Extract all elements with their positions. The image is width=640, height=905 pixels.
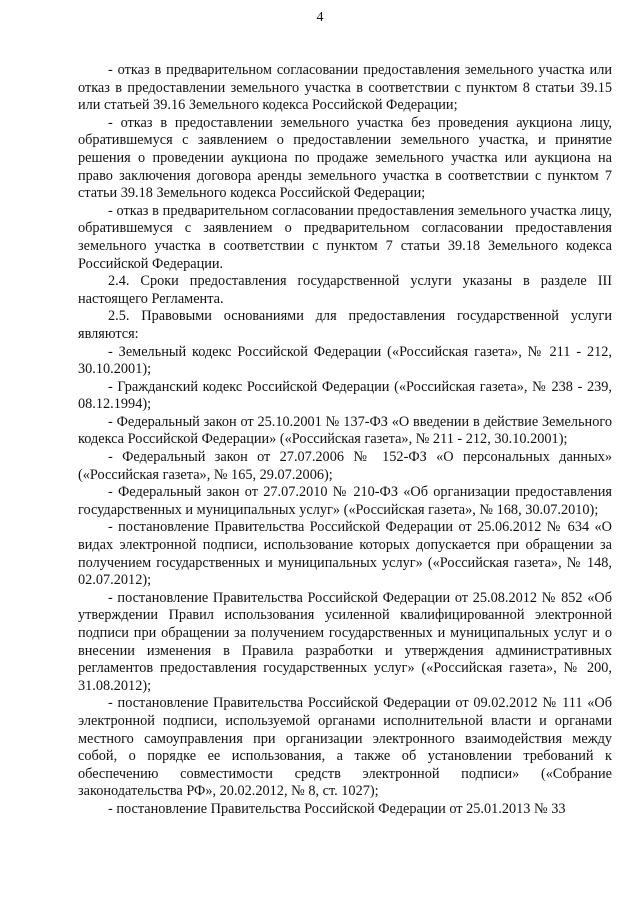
- document-body: [78, 62, 612, 819]
- paragraph-refusal-preliminary-approval: - отказ в предварительном согласовании предоставления земельного участка или отказ в предоставлении земельного участка в соответствии с пунктом 8 статьи 39.15 или статьей 39.16 Земельного кодекса Российской Федерации;: [78, 62, 612, 114]
- list-item-resolution-852: - постановление Правительства Российской Федерации от 25.08.2012 № 852 «Об утверждении Правил использования усиленной квалифицированной электронной подписи при обращении за получением государственных и муниципальных услуг и о внесении изменения в Правила разработки и утверждения административных регламентов предоставления государственных услуг» («Российская газета», № 200, 31.08.2012);: [78, 589, 612, 694]
- paragraph-section-2-4: 2.4. Сроки предоставления государственной услуги указаны в разделе III настоящего Регламента.: [78, 273, 612, 307]
- paragraph-refusal-without-auction: - отказ в предоставлении земельного участка без проведения аукциона лицу, обратившемуся с заявлением о предоставлении земельного участка, и принятие решения о проведении аукциона по продаже земельного участка или аукциона на право заключения договора аренды земельного участка в соответствии с пунктом 7 статьи 39.18 Земельного кодекса Российской Федерации;: [78, 114, 612, 202]
- page-number: 4: [316, 10, 324, 25]
- list-item-resolution-111: - постановление Правительства Российской Федерации от 09.02.2012 № 111 «Об электронной подписи, используемой органами исполнительной власти и органами местного самоуправления при организации электронного взаимодействия между собой, о порядке ее использования, а также об установлении требований к обеспечению совместимости средств электронной подписи» («Собрание законодательства РФ», 20.02.2012, № 8, ст. 1027);: [78, 695, 612, 800]
- list-item-land-code: - Земельный кодекс Российской Федерации («Российская газета», № 211 - 212, 30.10.2001);: [78, 343, 612, 378]
- list-item-federal-law-137: - Федеральный закон от 25.10.2001 № 137-ФЗ «О введении в действие Земельного кодекса Российской Федерации» («Российская газета», № 211 - 212, 30.10.2001);: [78, 413, 612, 448]
- list-item-resolution-634: - постановление Правительства Российской Федерации от 25.06.2012 № 634 «О видах электронной подписи, использование которых допускается при обращении за получением государственных и муниципальных услуг» («Российская газета», № 148, 02.07.2012);: [78, 519, 612, 589]
- paragraph-section-2-5: 2.5. Правовыми основаниями для предоставления государственной услуги являются:: [78, 308, 612, 342]
- list-item-resolution-33: - постановление Правительства Российской Федерации от 25.01.2013 № 33: [108, 800, 566, 817]
- list-item-federal-law-152: - Федеральный закон от 27.07.2006 № 152-ФЗ «О персональных данных» («Российская газета», № 165, 29.07.2006);: [78, 449, 612, 483]
- list-item-federal-law-210: - Федеральный закон от 27.07.2010 № 210-ФЗ «Об организации предоставления государственных и муниципальных услуг» («Российская газета», № 168, 30.07.2010);: [78, 484, 612, 518]
- list-item-civil-code: - Гражданский кодекс Российской Федерации («Российская газета», № 238 - 239, 08.12.1994);: [78, 378, 612, 413]
- paragraph-refusal-preliminary-approval-person: - отказ в предварительном согласовании предоставления земельного участка лицу, обратившемуся с заявлением о предварительном согласовании предоставления земельного участка в соответствии с пунктом 7 статьи 39.18 Земельного кодекса Российской Федерации.: [78, 202, 612, 272]
